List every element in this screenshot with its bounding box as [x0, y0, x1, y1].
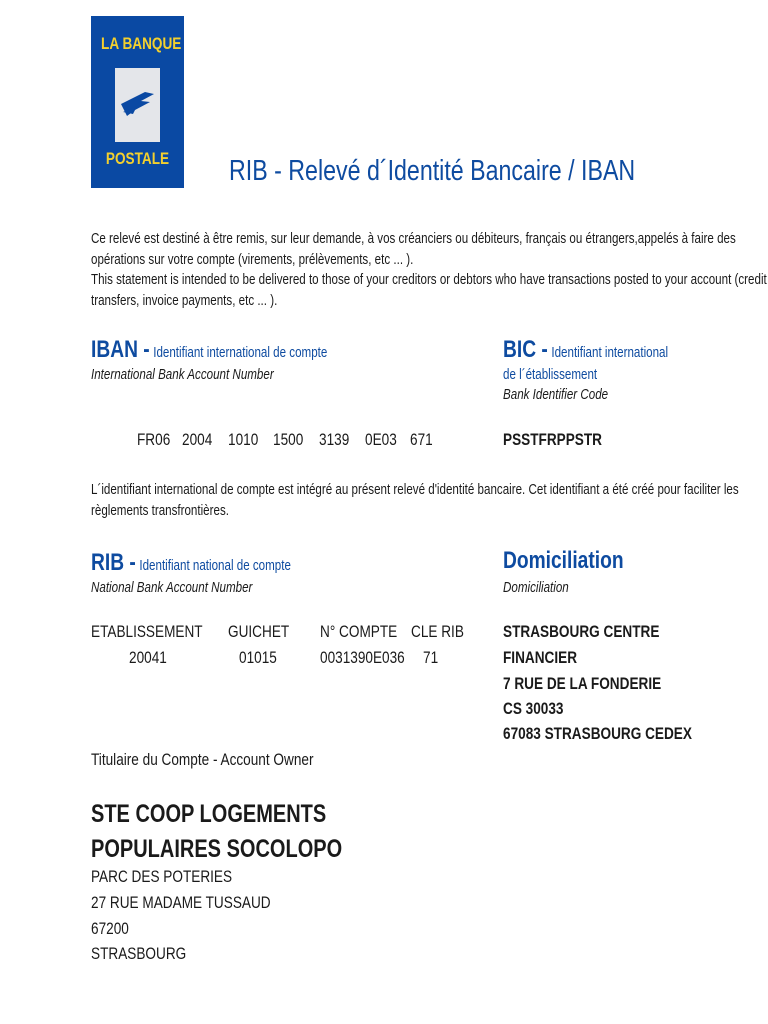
iban-heading: IBAN - Identifiant international de compte — [91, 336, 328, 363]
la-banque-postale-logo — [91, 16, 184, 188]
rib-column-header: CLE RIB — [411, 622, 464, 641]
logo-text-top: LA BANQUE — [101, 34, 182, 53]
rib-english-label: National Bank Account Number — [91, 580, 253, 596]
logo-bird-emblem — [115, 68, 160, 142]
rib-column-value: 71 — [423, 648, 439, 667]
rib-column-header: N° COMPTE — [320, 622, 398, 641]
rib-heading: RIB - Identifiant national de compte — [91, 549, 291, 576]
bic-value: PSSTFRPPSTR — [503, 430, 602, 449]
owner-address-line: 27 RUE MADAME TUSSAUD — [91, 893, 271, 912]
iban-group: 671 — [410, 430, 433, 449]
domiciliation-line: STRASBOURG CENTRE — [503, 622, 660, 641]
domiciliation-line: FINANCIER — [503, 648, 578, 667]
iban-group: FR06 — [137, 430, 171, 449]
owner-address-line: PARC DES POTERIES — [91, 867, 233, 886]
domiciliation-line: 7 RUE DE LA FONDERIE — [503, 674, 662, 693]
rib-column-header: GUICHET — [228, 622, 290, 641]
owner-address-line: STRASBOURG — [91, 944, 187, 963]
bic-english-label: Bank Identifier Code — [503, 387, 609, 403]
owner-name-line: POPULAIRES SOCOLOPO — [91, 835, 343, 863]
owner-name-line: STE COOP LOGEMENTS — [91, 800, 327, 828]
iban-group: 2004 — [182, 430, 213, 449]
iban-english-label: International Bank Account Number — [91, 367, 274, 383]
logo-text-bottom: POSTALE — [105, 149, 170, 168]
iban-group: 1010 — [228, 430, 259, 449]
domiciliation-heading: Domiciliation — [503, 547, 624, 574]
iban-group: 1500 — [273, 430, 304, 449]
bic-subheading: de l´établissement — [503, 367, 598, 383]
bird-icon — [115, 68, 160, 142]
rib-column-value: 01015 — [239, 648, 277, 667]
page-title: RIB - Relevé d´Identité Bancaire / IBAN — [229, 155, 636, 187]
iban-note-paragraph: L´identifiant international de compte est intégré au présent relevé d'identité bancaire. Cet identifiant a été créé pour faciliter les règlements transfrontières. — [91, 482, 739, 519]
bic-heading: BIC - Identifiant international — [503, 336, 669, 363]
domiciliation-english-label: Domiciliation — [503, 580, 569, 596]
rib-column-header: ETABLISSEMENT — [91, 622, 203, 641]
intro-paragraph: Ce relevé est destiné à être remis, sur leur demande, à vos créanciers ou débiteurs, français ou étrangers,appelés à faire des opérations sur votre compte (virements, prélèvements, etc ... ). This statement is intended to be delivered to those of your creditors or debtors who have transactions posted to your account (credit transfers, invoice payments, etc ... ). — [91, 231, 767, 309]
account-owner-label: Titulaire du Compte - Account Owner — [91, 750, 314, 769]
iban-group: 3139 — [319, 430, 350, 449]
domiciliation-line: CS 30033 — [503, 699, 564, 718]
rib-column-value: 20041 — [129, 648, 167, 667]
rib-column-value: 0031390E036 — [320, 648, 405, 667]
domiciliation-line: 67083 STRASBOURG CEDEX — [503, 724, 692, 743]
iban-group: 0E03 — [365, 430, 397, 449]
owner-address-line: 67200 — [91, 919, 129, 938]
